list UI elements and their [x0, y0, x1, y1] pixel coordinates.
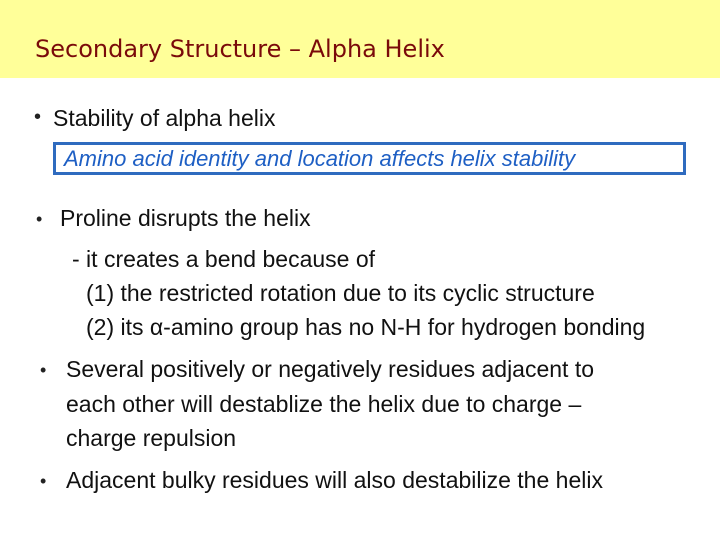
bullet-marker: • — [40, 471, 47, 491]
proline-subline: - it creates a bend because of — [72, 246, 376, 272]
bullet-stability-heading: Stability of alpha helix — [53, 105, 276, 131]
proline-subline: (1) the restricted rotation due to its cyclic structure — [86, 280, 595, 306]
bullet-bulky-line: Adjacent bulky residues will also destabilize the helix — [66, 467, 603, 493]
bullet-charge-line: each other will destablize the helix due to charge – — [66, 391, 582, 417]
bullet-marker: • — [36, 209, 43, 229]
title-bar — [0, 0, 720, 78]
highlight-statement: Amino acid identity and location affects helix stability — [64, 146, 576, 171]
slide-title: Secondary Structure – Alpha Helix — [35, 35, 445, 63]
bullet-charge-line: charge repulsion — [66, 425, 237, 451]
slide-content — [0, 78, 720, 540]
bullet-marker: • — [40, 360, 47, 380]
highlight-box — [53, 142, 686, 175]
proline-subline: (2) its α-amino group has no N-H for hydrogen bonding — [86, 314, 646, 340]
bullet-proline-heading: Proline disrupts the helix — [60, 205, 311, 231]
bullet-charge-line: Several positively or negatively residues adjacent to — [66, 356, 595, 382]
bullet-marker: • — [34, 106, 42, 128]
